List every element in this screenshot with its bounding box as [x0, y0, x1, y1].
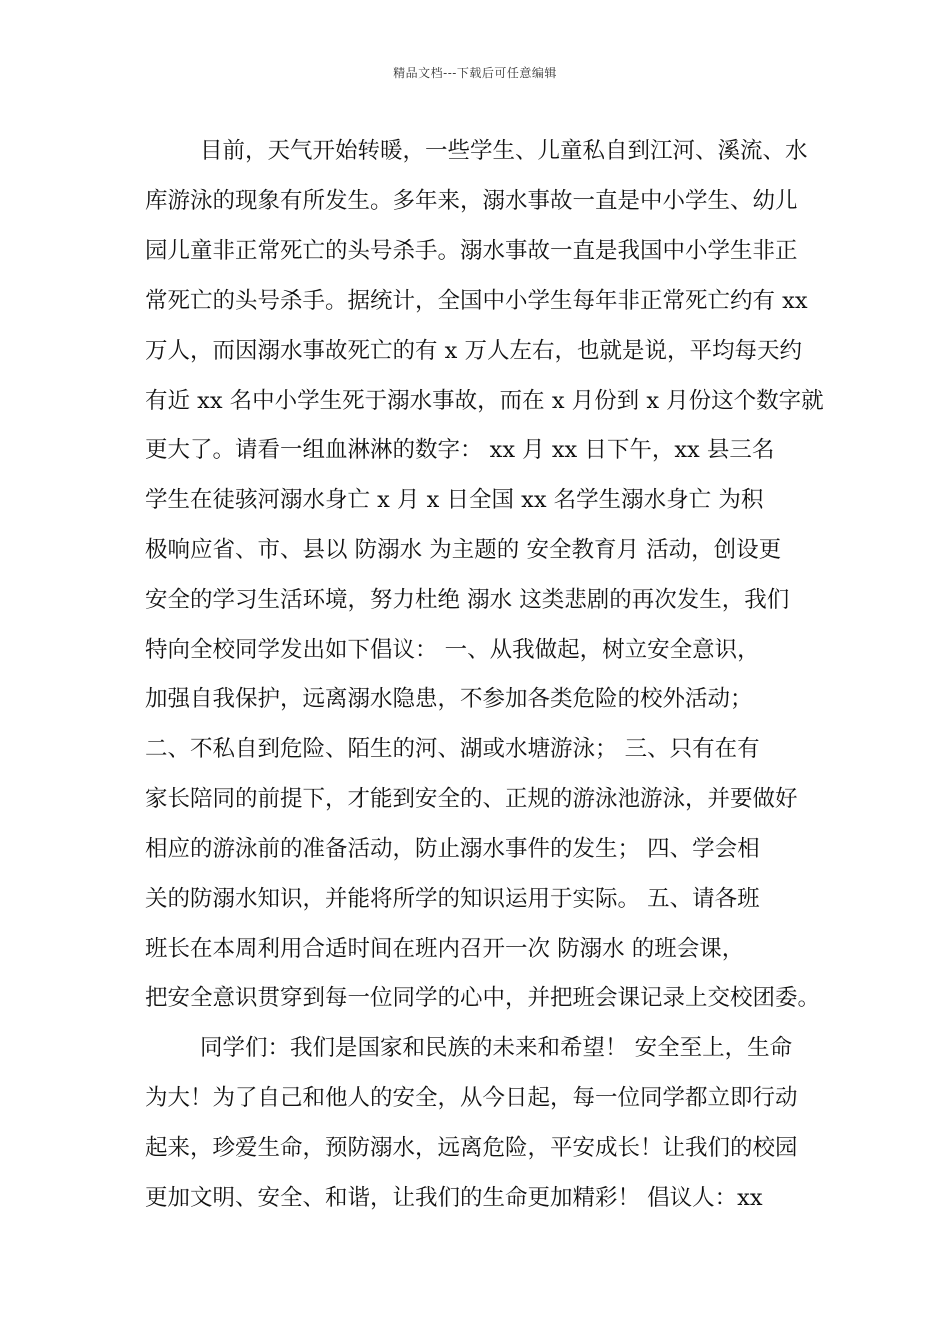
text-line: 常死亡的头号杀手。据统计，全国中小学生每年非正常死亡约有 xx: [145, 288, 808, 314]
text-line: 学生在徒骇河溺水身亡 x 月 x 日全国 xx 名学生溺水身亡 为积: [145, 487, 764, 513]
text-line: 为大！为了自己和他人的安全，从今日起，每一位同学都立即行动: [145, 1085, 798, 1111]
text-line: 有近 xx 名中小学生死于溺水事故，而在 x 月份到 x 月份这个数字就: [145, 388, 824, 414]
text-line: 关的防溺水知识，并能将所学的知识运用于实际。 五、请各班: [145, 886, 760, 912]
text-line: 加强自我保护，远离溺水隐患，不参加各类危险的校外活动；: [145, 686, 753, 712]
text-line: 极响应省、市、县以 防溺水 为主题的 安全教育月 活动，创设更: [145, 537, 782, 563]
text-line: 更大了。请看一组血淋淋的数字： xx 月 xx 日下午，xx 县三名: [145, 437, 775, 463]
text-line: 目前，天气开始转暖，一些学生、儿童私自到江河、溪流、水: [200, 138, 808, 164]
text-line: 相应的游泳前的准备活动，防止溺水事件的发生； 四、学会相: [145, 836, 760, 862]
page-header: 精品文档---下载后可任意编辑: [393, 66, 557, 80]
text-line: 园儿童非正常死亡的头号杀手。溺水事故一直是我国中小学生非正: [145, 238, 798, 264]
text-line: 特向全校同学发出如下倡议： 一、从我做起，树立安全意识，: [145, 637, 760, 663]
text-line: 安全的学习生活环境，努力杜绝 溺水 这类悲剧的再次发生，我们: [145, 587, 790, 613]
text-line: 库游泳的现象有所发生。多年来，溺水事故一直是中小学生、幼儿: [145, 188, 798, 214]
text-line: 更加文明、安全、和谐，让我们的生命更加精彩！ 倡议人：xx: [145, 1185, 763, 1211]
text-line: 同学们：我们是国家和民族的未来和希望！ 安全至上，生命: [200, 1035, 793, 1061]
text-line: 二、不私自到危险、陌生的河、湖或水塘游泳； 三、只有在有: [145, 736, 760, 762]
text-line: 家长陪同的前提下，才能到安全的、正规的游泳池游泳，并要做好: [145, 786, 798, 812]
text-line: 把安全意识贯穿到每一位同学的心中，并把班会课记录上交校团委。: [145, 985, 821, 1011]
text-line: 班长在本周利用合适时间在班内召开一次 防溺水 的班会课，: [145, 936, 745, 962]
text-line: 万人，而因溺水事故死亡的有 x 万人左右，也就是说，平均每天约: [145, 338, 802, 364]
text-line: 起来，珍爱生命，预防溺水，远离危险，平安成长！让我们的校园: [145, 1135, 798, 1161]
